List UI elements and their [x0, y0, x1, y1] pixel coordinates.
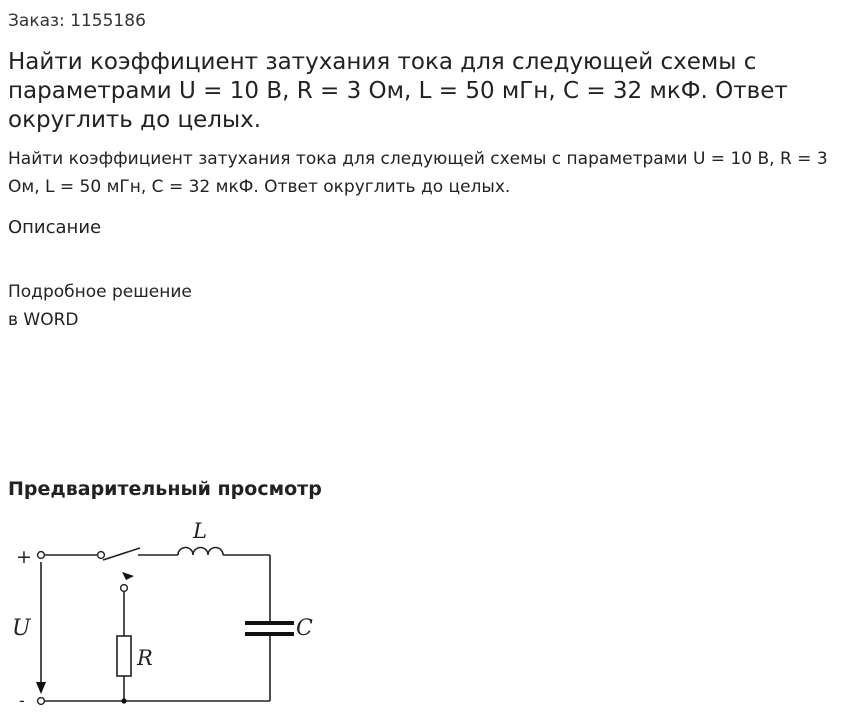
resistor-label: R	[137, 646, 153, 670]
terminal-minus	[38, 698, 45, 705]
switch-contact-left	[98, 552, 105, 559]
resistor-symbol	[117, 636, 131, 676]
description-section-label: Описание	[8, 217, 102, 238]
capacitor-plate-bottom	[245, 632, 294, 636]
switch-contact-bottom	[121, 585, 128, 592]
voltage-label: U	[12, 616, 31, 641]
task-description: Найти коэффициент затухания тока для следующей схемы с параметрами U = 10 В, R = 3 Ом, L = 50 мГн, C = 32 мкФ. Ответ округлить до целых.	[8, 149, 828, 197]
switch-tip	[122, 572, 134, 580]
preview-heading: Предварительный просмотр	[8, 478, 322, 500]
capacitor-label: C	[296, 616, 313, 641]
junction-dot	[121, 698, 126, 703]
inductor-label: L	[193, 519, 207, 543]
inductor-symbol	[178, 548, 223, 556]
minus-label: -	[19, 691, 25, 711]
order-number: Заказ: 1155186	[8, 11, 146, 31]
voltage-arrow-head	[36, 682, 46, 694]
solution-line-2: в WORD	[8, 310, 79, 330]
solution-info	[8, 278, 192, 334]
switch-blade	[103, 548, 140, 560]
capacitor-plate-top	[245, 621, 294, 625]
terminal-plus	[38, 552, 45, 559]
solution-line-1: Подробное решение	[8, 282, 192, 302]
plus-label: +	[16, 546, 32, 568]
circuit-diagram	[0, 510, 340, 720]
page-title: Найти коэффициент затухания тока для следующей схемы с параметрами U = 10 В, R = 3 Ом, L = 50 мГн, C = 32 мкФ. Ответ округлить до целых.	[8, 49, 788, 133]
